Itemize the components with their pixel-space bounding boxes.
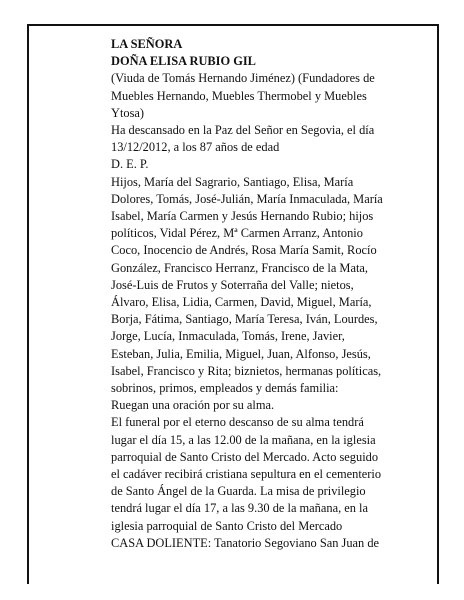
border-top-line: [27, 24, 439, 26]
deceased-name: DOÑA ELISA RUBIO GIL: [111, 54, 256, 69]
family-line: Borja, Fátima, Santiago, María Teresa, Iván, Lourdes,: [111, 312, 378, 327]
funeral-line: El funeral por el eterno descanso de su alma tendrá: [111, 415, 364, 430]
funeral-line: parroquial de Santo Cristo del Mercado. Acto seguido: [111, 449, 379, 464]
obituary-text: [111, 36, 415, 552]
funeral-line: el cadáver recibirá cristiana sepultura en el cementerio: [111, 467, 382, 482]
rip-text: D. E. P.: [111, 157, 149, 172]
family-line: Isabel, María Carmen y Jesús Hernando Rubio; hijos: [111, 209, 374, 224]
family-line: Esteban, Julia, Emilia, Miguel, Juan, Alfonso, Jesús,: [111, 346, 371, 361]
subtitle-line: Ytosa): [111, 105, 145, 120]
family-line: Isabel, Francisco y Rita; biznietos, hermanas políticas,: [111, 363, 382, 378]
border-left-line: [27, 24, 29, 584]
family-line: Hijos, María del Sagrario, Santiago, Elisa, María: [111, 174, 354, 189]
funeral-line: de Santo Ángel de la Guarda. La misa de privilegio: [111, 484, 366, 499]
prayer-request: Ruegan una oración por su alma.: [111, 398, 275, 413]
death-notice-line: 13/12/2012, a los 87 años de edad: [111, 140, 280, 155]
family-line: José-Luis de Frutos y Soterraña del Valle; nietos,: [111, 277, 354, 292]
funeral-line: lugar el día 15, a las 12.00 de la mañana, en la iglesia: [111, 432, 376, 447]
family-line: Jorge, Lucía, Inmaculada, Tomás, Irene, Javier,: [111, 329, 345, 344]
family-line: Dolores, Tomás, José-Julián, María Inmaculada, María: [111, 191, 383, 206]
subtitle-line: Muebles Hernando, Muebles Thermobel y Muebles: [111, 88, 367, 103]
casa-doliente-line: CASA DOLIENTE: Tanatorio Segoviano San Juan de: [111, 535, 380, 550]
funeral-line: tendrá lugar el día 17, a las 9.30 de la mañana, en la: [111, 501, 369, 516]
heading-title: LA SEÑORA: [111, 37, 183, 51]
subtitle-line: (Viuda de Tomás Hernando Jiménez) (Fundadores de: [111, 71, 375, 86]
family-line: políticos, Vidal Pérez, Mª Carmen Arranz, Antonio: [111, 226, 363, 241]
family-line: Álvaro, Elisa, Lidia, Carmen, David, Miguel, María,: [111, 295, 372, 310]
family-line: sobrinos, primos, empleados y demás familia:: [111, 381, 339, 396]
death-notice-line: Ha descansado en la Paz del Señor en Segovia, el día: [111, 123, 375, 138]
family-line: González, Francisco Herranz, Francisco de la Mata,: [111, 260, 368, 275]
border-right-line: [437, 24, 439, 584]
funeral-line: iglesia parroquial de Santo Cristo del Mercado: [111, 518, 343, 533]
family-line: Coco, Inocencio de Andrés, Rosa María Samit, Rocío: [111, 243, 377, 258]
